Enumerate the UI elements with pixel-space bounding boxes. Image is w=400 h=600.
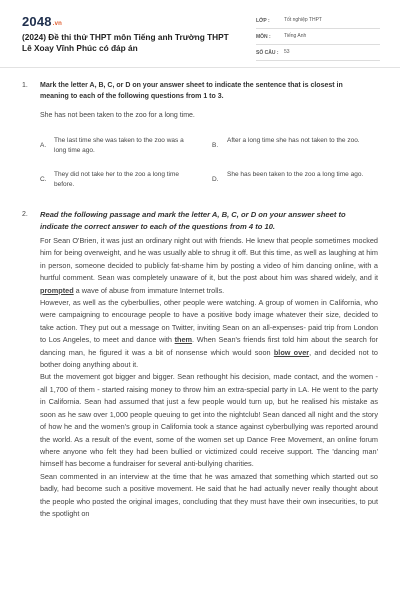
passage-paragraph: Sean commented in an interview at the time that he was amazed that something which started out so badly, had become such a positive movement. He said that he had actually never really thought about the people who posted the original images, concluding that they must have their own insecurities, to put the spotlight on xyxy=(40,471,378,518)
option-c-text[interactable]: They did not take her to the zoo a long time before. xyxy=(54,171,180,188)
underlined-word: blow over xyxy=(273,347,310,357)
option-d-text[interactable]: She has been taken to the zoo a long time ago. xyxy=(227,171,364,178)
option-d-letter[interactable]: D. xyxy=(212,176,219,183)
question-number: 2. xyxy=(22,211,28,218)
option-c-letter[interactable]: C. xyxy=(40,176,47,183)
underlined-word: prompted xyxy=(40,285,74,295)
reading-passage xyxy=(40,235,378,520)
passage-paragraph: For Sean O'Brien, it was just an ordinary night out with friends. He knew that people sometimes mocked him for being overweight, and he was usually able to shrug it off. But this time, as well as laughing at him in person, someone decided to publicly fat-shame him by posting a video of him dancing online, with a hurtful comment. Sean was completely unaware of it, but the post about him was shared widely, and it prompted a wave of abuse from immature Internet trolls. xyxy=(40,236,378,295)
option-b-letter[interactable]: B. xyxy=(212,142,219,149)
site-logo[interactable]: 2048.vn xyxy=(22,14,63,29)
exam-title: (2024) Đề thi thử THPT môn Tiếng anh Trường THPT Lê Xoay Vĩnh Phúc có đáp án xyxy=(22,32,229,53)
meta-grade: LỚP : Tốt nghiệp THPT xyxy=(256,14,380,29)
passage-instruction: Read the following passage and mark the letter A, B, C, or D on your answer sheet to indicate the correct answer to each of the questions from 4 to 10. xyxy=(40,210,346,231)
underlined-word: them xyxy=(174,335,193,345)
option-b-text[interactable]: After a long time she has not taken to the zoo. xyxy=(227,137,360,144)
passage-paragraph: However, as well as the cyberbullies, other people were watching. A group of women in California, who were campaigning to encourage people to have a positive body image whatever their size, decided to take action. They put out a message on Twitter, inviting Sean on an all-expenses- paid trip from London to Los Angeles, to meet and dance with them. When Sean's friends first told him about the search for dancing man, he figured it was a bit of nonsense which would soon blow over, and decided not to bother doing anything about it. xyxy=(40,298,378,370)
page-header xyxy=(0,0,400,66)
question-number: 1. xyxy=(22,82,28,89)
header-divider xyxy=(0,67,400,68)
option-a-text[interactable]: The last time she was taken to the zoo was a long time ago. xyxy=(54,137,184,154)
meta-subject: MÔN : Tiếng Anh xyxy=(256,30,380,45)
passage-paragraph: But the movement got bigger and bigger. Sean rethought his decision, made contact, and the women - all 1,700 of them - started raising money to throw him an extra-special party in LA. He went to the party in California. Sean had assumed that just a few people would turn up, but he realised his mistake as soon as he saw over 1,000 people queuing to get into the nightclub! Sean danced all night and the story of how he and the women's group in California took a stance against cyberbullying was reported around the world. As a result of the event, some of the women set up Dance Free Movement, an online forum where anyone who felt they had been bullied or victimized could receive support. The 'dancing man' himself has become a fundraiser for several anti-bullying charities. xyxy=(40,372,378,469)
option-a-letter[interactable]: A. xyxy=(40,142,47,149)
question-instruction: Mark the letter A, B, C, or D on your answer sheet to indicate the sentence that is closest in meaning to each of the following questions from 1 to 3. xyxy=(40,82,343,100)
meta-question-count: SỐ CÂU : 53 xyxy=(256,46,380,61)
question-sentence: She has not been taken to the zoo for a long time. xyxy=(40,112,195,119)
